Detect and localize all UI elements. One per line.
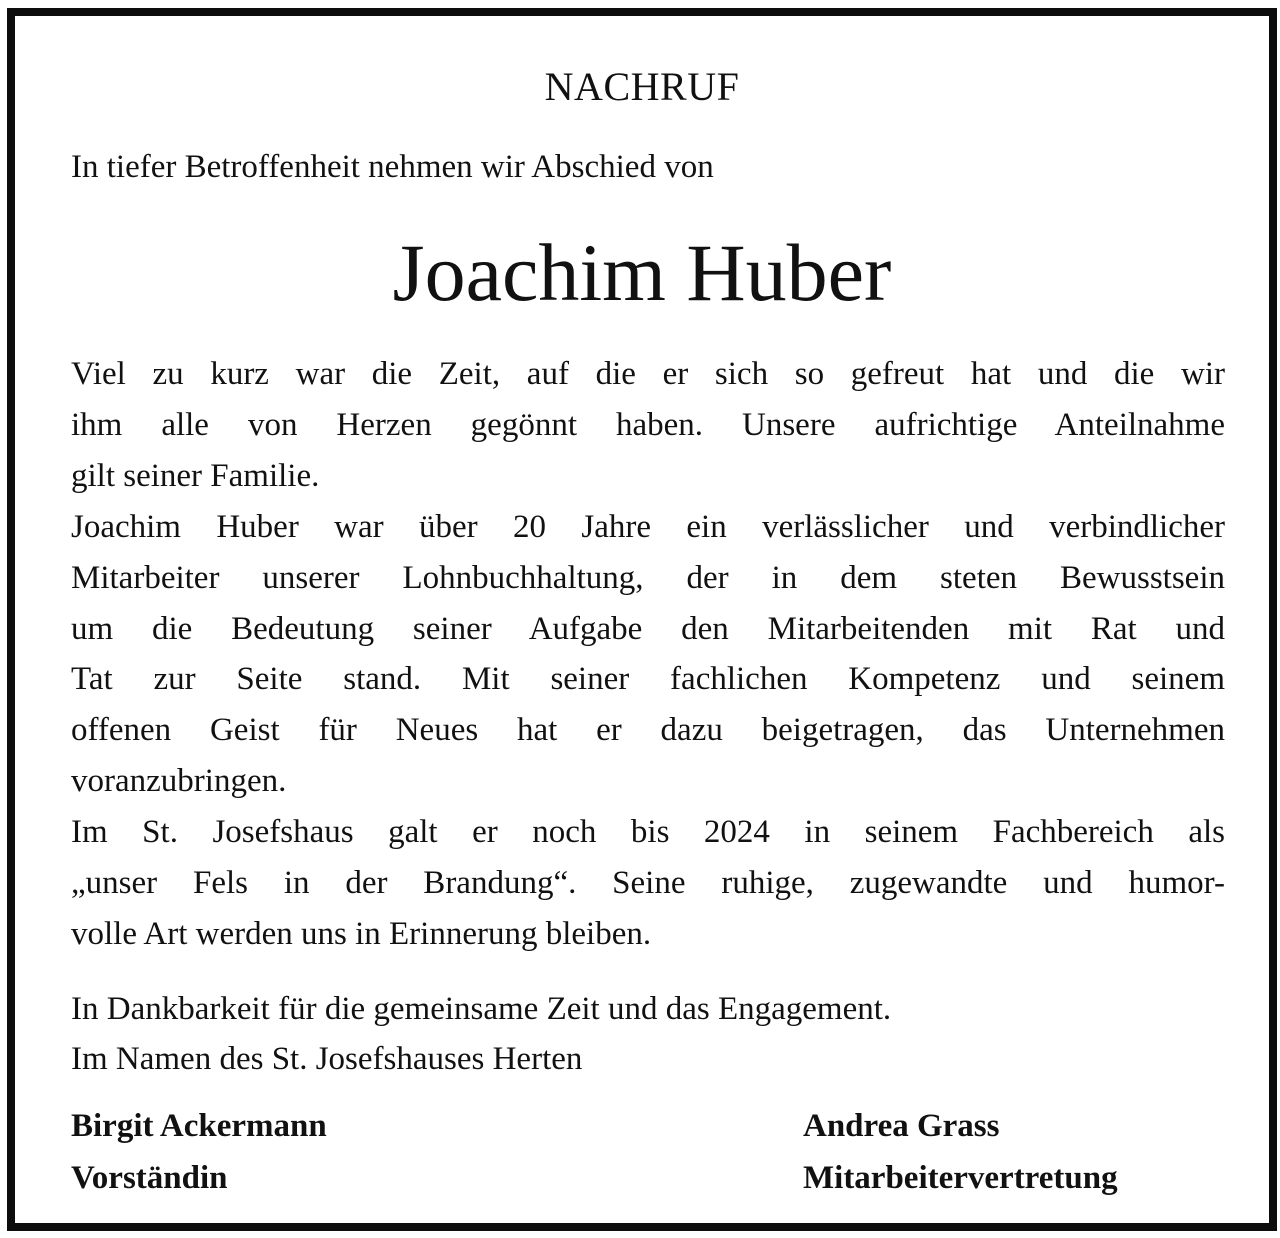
text-line: volle Art werden uns in Erinnerung bleiben. (71, 915, 652, 952)
paragraph-tribute (71, 349, 1225, 501)
closing-block (71, 984, 891, 1084)
intro-line: In tiefer Betroffenheit nehmen wir Abschied von (71, 149, 714, 185)
text-line: Mitarbeiter unserer Lohnbuchhaltung, der in dem steten Bewusstsein (71, 559, 1225, 596)
closing-line: Im Namen des St. Josefshauses Herten (71, 1041, 583, 1077)
text-line: Tat zur Seite stand. Mit seiner fachlichen Kompetenz und seinem (71, 661, 1225, 698)
paragraph-career (71, 502, 1225, 807)
paragraph-memory (71, 807, 1225, 959)
text-line: um die Bedeutung seiner Aufgabe den Mitarbeitenden mit Rat und (71, 610, 1225, 647)
text-line: gilt seiner Familie. (71, 457, 320, 494)
signature-right (803, 1100, 1118, 1204)
closing-line: In Dankbarkeit für die gemeinsame Zeit und das Engagement. (71, 991, 892, 1027)
text-line: voranzubringen. (71, 762, 287, 799)
deceased-name: Joachim Huber (392, 227, 892, 318)
obituary-frame (7, 8, 1277, 1231)
text-line: Joachim Huber war über 20 Jahre ein verlässlicher und verbindlicher (71, 509, 1225, 545)
text-line: Im St. Josefshaus galt er noch bis 2024 in seinem Fachbereich als (71, 814, 1225, 850)
text-line: ihm alle von Herzen gegönnt haben. Unsere aufrichtige Anteilnahme (71, 406, 1225, 443)
signature-left (71, 1100, 327, 1204)
signatory-name: Birgit Ackermann (71, 1108, 327, 1144)
text-line: Viel zu kurz war die Zeit, auf die er sich so gefreut hat und die wir (71, 356, 1225, 392)
text-line: „unser Fels in der Brandung“. Seine ruhige, zugewandte und humor- (71, 864, 1225, 901)
signatory-role: Mitarbeitervertretung (803, 1160, 1118, 1196)
signatory-role: Vorständin (71, 1160, 228, 1196)
text-line: offenen Geist für Neues hat er dazu beigetragen, das Unternehmen (71, 712, 1225, 749)
notice-heading: NACHRUF (544, 64, 740, 109)
signatory-name: Andrea Grass (803, 1108, 1000, 1144)
